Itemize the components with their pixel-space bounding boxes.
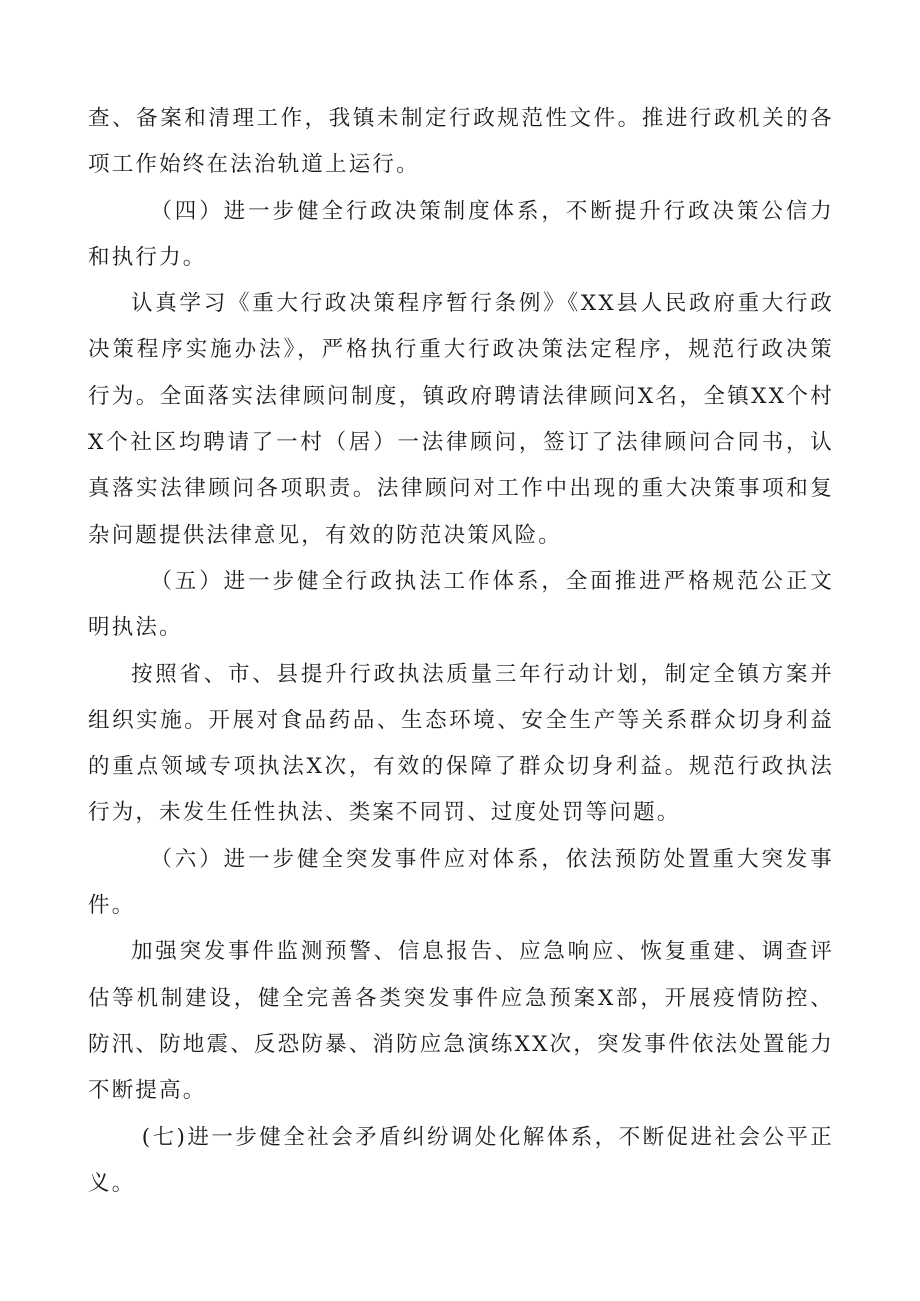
section-heading-7: (七)进一步健全社会矛盾纠纷调处化解体系，不断促进社会公平正义。: [88, 1124, 834, 1196]
section-heading-6: （六）进一步健全突发事件应对体系，依法预防处置重大突发事件。: [88, 846, 834, 919]
paragraph-decision-system: 认真学习《重大行政决策程序暂行条例》《XX县人民政府重大行政决策程序实施办法》，严格执行重大行政决策法定程序，规范行政决策行为。全面落实法律顾问制度，镇政府聘请法律顾问X名，全镇XX个村X个社区均聘请了一村（居）一法律顾问，签订了法律顾问合同书，认真落实法律顾问各项职责。法律顾问对工作中出现的重大决策事项和复杂问题提供法律意见，有效的防范决策风险。: [88, 291, 834, 548]
paragraph-law-enforcement: 按照省、市、县提升行政执法质量三年行动计划，制定全镇方案并组织实施。开展对食品药品、生态环境、安全生产等关系群众切身利益的重点领域专项执法X次，有效的保障了群众切身利益。规范行政执法行为，未发生任性执法、类案不同罚、过度处罚等问题。: [88, 661, 834, 826]
paragraph-intro-continuation: 查、备案和清理工作，我镇未制定行政规范性文件。推进行政机关的各项工作始终在法治轨道上运行。: [88, 106, 834, 178]
section-heading-5: （五）进一步健全行政执法工作体系，全面推进严格规范公正文明执法。: [88, 568, 834, 641]
section-heading-4: （四）进一步健全行政决策制度体系，不断提升行政决策公信力和执行力。: [88, 198, 834, 270]
paragraph-emergency-response: 加强突发事件监测预警、信息报告、应急响应、恢复重建、调查评估等机制建设，健全完善各类突发事件应急预案X部，开展疫情防控、防汛、防地震、反恐防暴、消防应急演练XX次，突发事件依法处置能力不断提高。: [88, 939, 835, 1104]
document-body: [88, 96, 834, 1207]
